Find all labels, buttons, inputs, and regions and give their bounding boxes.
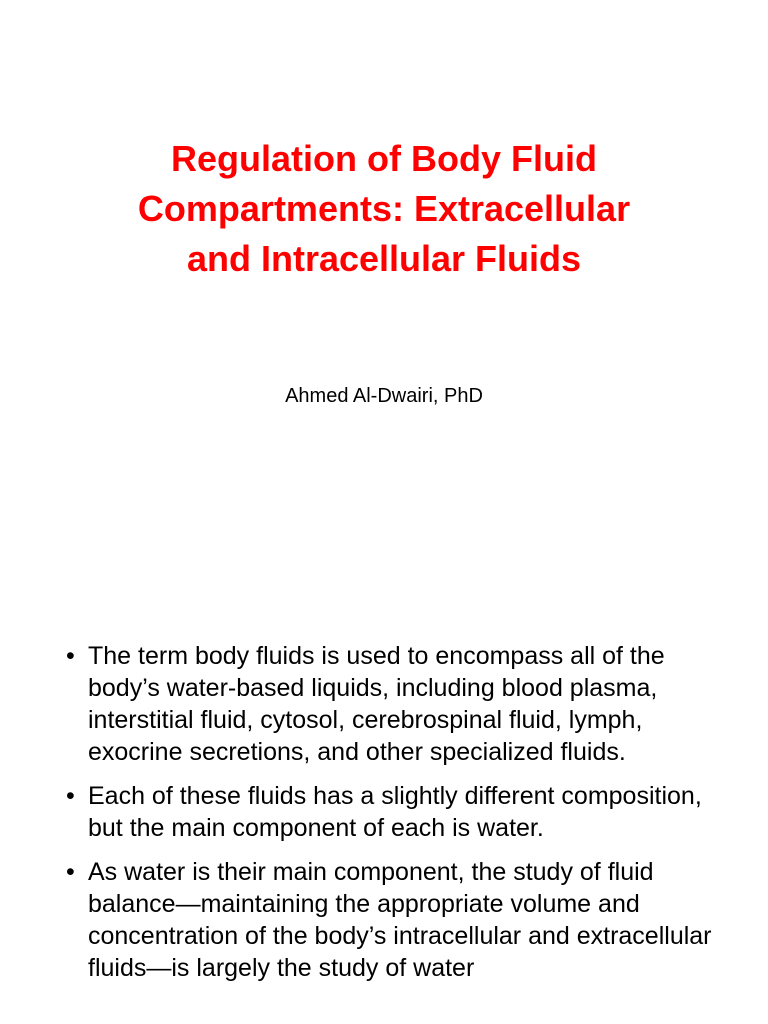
title-line-2: Compartments: Extracellular [137,188,631,229]
author-name: Ahmed Al-Dwairi, PhD [285,385,483,407]
bullet-text-3: As water is their main component, the study of fluid balance—maintaining the appropriate volume and concentration of the body’s intracellular and extracellular fluids—is largely the study of water [88,858,712,982]
bullet-dot-icon: • [66,642,75,670]
slide-title [40,134,728,284]
title-line-3: and Intracellular Fluids [186,238,582,279]
bullet-item-3 [66,856,726,984]
bullet-list [66,640,726,996]
bullet-text-1: The term body fluids is used to encompass all of the body’s water-based liquids, including blood plasma, interstitial fluid, cytosol, cerebrospinal fluid, lymph, exocrine secretions, and other specialized fluids. [88,642,665,766]
content-slide [0,576,768,1024]
title-line-1: Regulation of Body Fluid [171,138,597,179]
bullet-item-1 [66,640,726,768]
bullet-dot-icon: • [66,782,75,810]
bullet-text-2: Each of these fluids has a slightly different composition, but the main component of each is water. [88,782,702,842]
bullet-item-2 [66,780,726,844]
bullet-dot-icon: • [66,858,75,886]
